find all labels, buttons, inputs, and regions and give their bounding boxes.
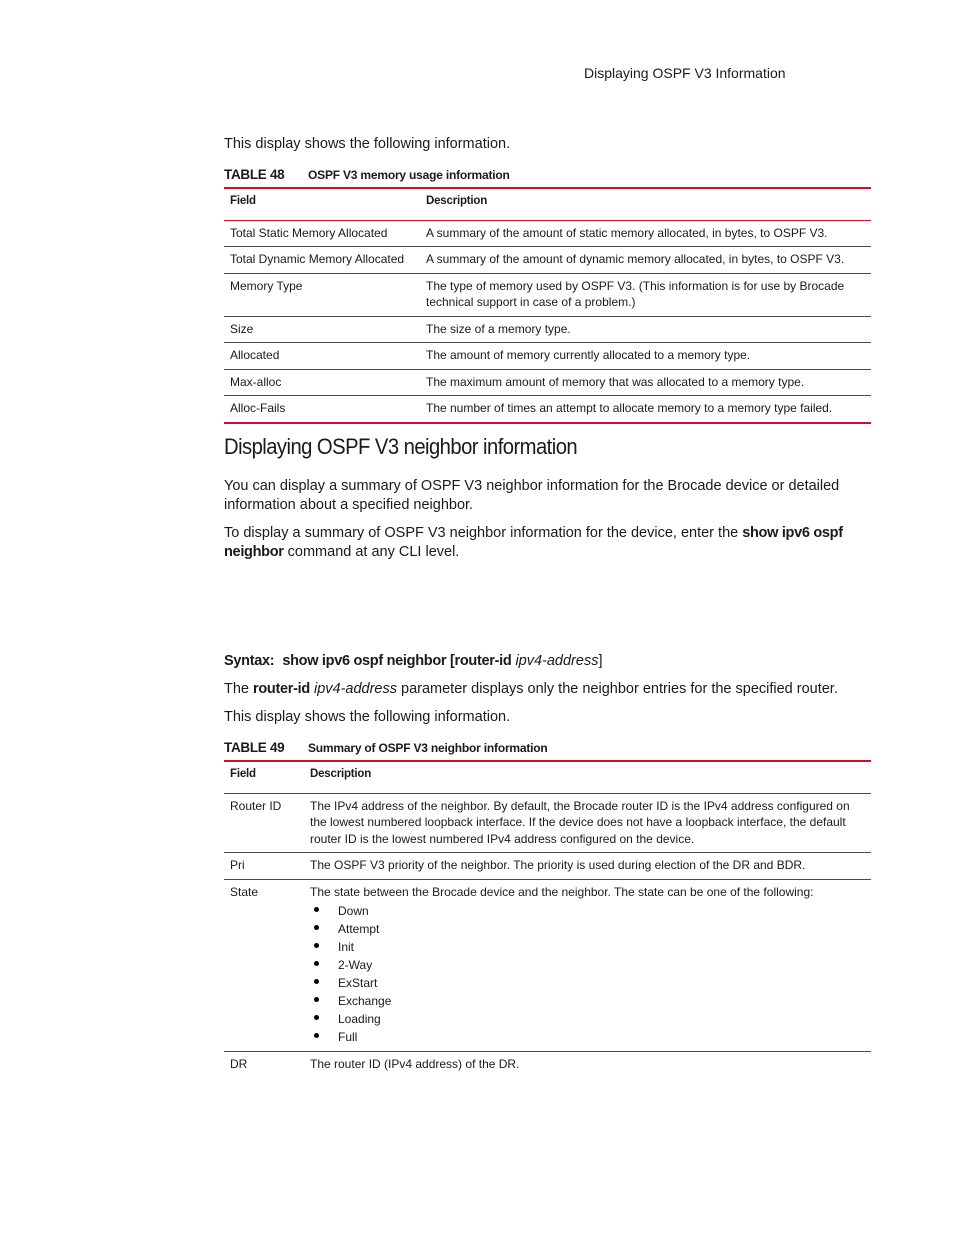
column-header-field: Field xyxy=(224,761,304,793)
paragraph-text: To display a summary of OSPF V3 neighbor information for the device, enter the xyxy=(224,525,743,541)
description-cell: The size of a memory type. xyxy=(420,316,871,343)
column-header-field: Field xyxy=(224,188,420,220)
table-row xyxy=(224,343,871,370)
field-cell: State xyxy=(224,879,304,1052)
table-row xyxy=(224,316,871,343)
description-cell xyxy=(304,879,871,1052)
field-cell: DR xyxy=(230,1057,248,1071)
table-row xyxy=(224,1052,871,1078)
intro-text: This display shows the following information. xyxy=(224,136,511,152)
description-cell: The type of memory used by OSPF V3. (This information is for use by Brocade technical support in case of a problem.) xyxy=(420,273,871,316)
field-cell: Pri xyxy=(224,853,304,880)
router-id-keyword: router-id xyxy=(253,681,310,697)
table-header-row xyxy=(224,761,871,793)
router-id-paragraph xyxy=(224,680,838,699)
field-cell: Router ID xyxy=(224,793,304,853)
command-keyword: show ipv6 ospf neighbor xyxy=(224,525,843,560)
list-item: 2-Way xyxy=(310,956,865,974)
section-heading: Displaying OSPF V3 neighbor information xyxy=(224,434,578,459)
description-cell: The amount of memory currently allocated to a memory type. xyxy=(420,343,871,370)
field-cell: Alloc-Fails xyxy=(224,396,420,423)
table-row xyxy=(224,793,871,853)
section-paragraph-1: You can display a summary of OSPF V3 neighbor information for the Brocade device or detailed information about a specified neighbor. xyxy=(224,478,840,513)
list-item: Loading xyxy=(310,1010,865,1028)
section-paragraph-2 xyxy=(224,524,854,562)
list-item: Init xyxy=(310,938,865,956)
table-row xyxy=(224,220,871,247)
field-cell: Memory Type xyxy=(224,273,420,316)
table-48-caption xyxy=(224,167,510,182)
field-cell: Total Dynamic Memory Allocated xyxy=(224,247,420,274)
table-row xyxy=(224,853,871,880)
description-cell: The number of times an attempt to allocate memory to a memory type failed. xyxy=(420,396,871,423)
paragraph-text: parameter displays only the neighbor entries for the specified router. xyxy=(396,681,838,697)
table-49 xyxy=(224,760,871,1078)
description-cell: The OSPF V3 priority of the neighbor. The priority is used during election of the DR and BDR. xyxy=(304,853,871,880)
table-49-caption xyxy=(224,740,548,755)
description-cell: The router ID (IPv4 address) of the DR. xyxy=(310,1057,520,1071)
syntax-argument: ipv4-address xyxy=(515,653,599,669)
table-row xyxy=(224,369,871,396)
paragraph-text: The xyxy=(224,681,254,697)
router-id-argument: ipv4-address xyxy=(313,681,397,697)
table-49-title: Summary of OSPF V3 neighbor information xyxy=(308,741,548,755)
description-cell: A summary of the amount of dynamic memory allocated, in bytes, to OSPF V3. xyxy=(420,247,871,274)
column-header-description: Description xyxy=(304,761,871,793)
field-cell: Total Static Memory Allocated xyxy=(224,220,420,247)
syntax-close: ] xyxy=(598,653,603,669)
field-cell: Allocated xyxy=(224,343,420,370)
syntax-label: Syntax: xyxy=(224,653,275,669)
table-49-number: TABLE 49 xyxy=(224,740,285,755)
table-row xyxy=(224,879,871,1052)
field-cell: Max-alloc xyxy=(224,369,420,396)
display-info-text: This display shows the following information. xyxy=(224,709,511,725)
running-header: Displaying OSPF V3 Information xyxy=(584,65,786,81)
list-item: Attempt xyxy=(310,920,865,938)
state-intro: The state between the Brocade device and the neighbor. The state can be one of the following: xyxy=(310,884,814,899)
column-header-description: Description xyxy=(420,188,871,220)
table-header-row xyxy=(224,188,871,220)
table-row xyxy=(224,396,871,423)
state-list xyxy=(310,902,865,1046)
list-item: ExStart xyxy=(310,974,865,992)
table-48-title: OSPF V3 memory usage information xyxy=(308,168,510,182)
table-48-number: TABLE 48 xyxy=(224,167,285,182)
list-item: Exchange xyxy=(310,992,865,1010)
syntax-command: show ipv6 ospf neighbor [router-id xyxy=(282,653,512,669)
description-cell: The IPv4 address of the neighbor. By default, the Brocade router ID is the IPv4 address configured on the lowest numbered loopback interface. If the device does not have a loopback interface, the default router ID is the lowest numbered IPv4 address configured on the device. xyxy=(304,793,871,853)
description-cell: The maximum amount of memory that was allocated to a memory type. xyxy=(420,369,871,396)
table-row xyxy=(224,273,871,316)
field-cell: Size xyxy=(224,316,420,343)
list-item: Down xyxy=(310,902,865,920)
syntax-line xyxy=(224,652,602,671)
list-item: Full xyxy=(310,1028,865,1046)
table-row xyxy=(224,247,871,274)
description-cell: A summary of the amount of static memory allocated, in bytes, to OSPF V3. xyxy=(420,220,871,247)
table-48 xyxy=(224,187,871,424)
paragraph-text: command at any CLI level. xyxy=(283,544,460,560)
